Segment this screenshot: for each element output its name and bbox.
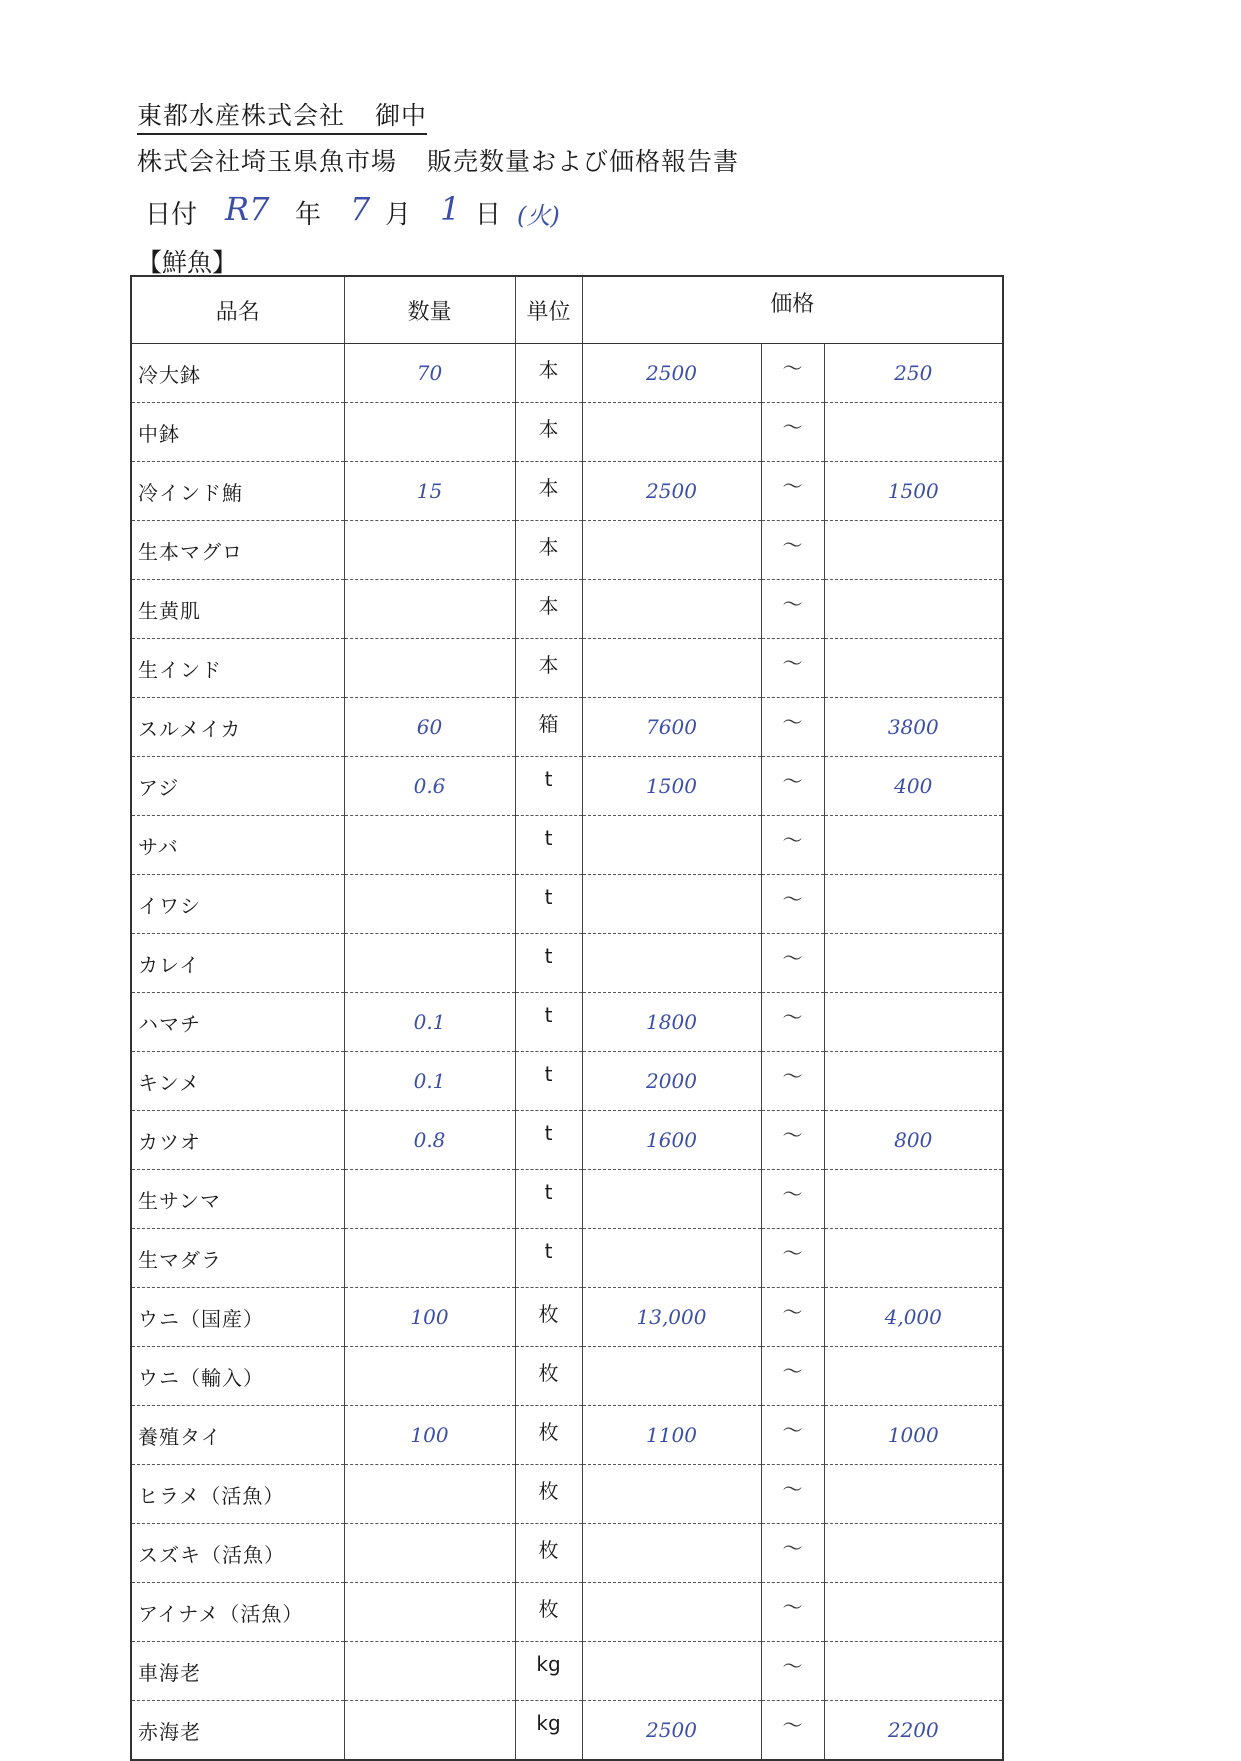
price-range-tilde: ～ xyxy=(761,1701,824,1761)
item-quantity: 0.1 xyxy=(344,1052,515,1111)
item-price-low xyxy=(582,1229,761,1288)
date-day-value: 1 xyxy=(440,190,461,228)
item-unit: t xyxy=(515,1111,582,1170)
item-unit: t xyxy=(515,993,582,1052)
item-quantity: 70 xyxy=(344,344,515,403)
table-row xyxy=(131,521,1003,580)
item-quantity xyxy=(344,580,515,639)
item-quantity xyxy=(344,816,515,875)
item-price-low: 2500 xyxy=(582,462,761,521)
item-price-high: 400 xyxy=(824,757,1003,816)
table-row xyxy=(131,993,1003,1052)
item-unit: t xyxy=(515,1052,582,1111)
item-quantity: 15 xyxy=(344,462,515,521)
item-unit: t xyxy=(515,757,582,816)
item-name: 生サンマ xyxy=(131,1170,344,1229)
item-price-high xyxy=(824,1642,1003,1701)
item-quantity xyxy=(344,934,515,993)
item-quantity: 100 xyxy=(344,1406,515,1465)
item-price-high: 2200 xyxy=(824,1701,1003,1761)
price-range-tilde: ～ xyxy=(761,1642,824,1701)
item-quantity xyxy=(344,875,515,934)
item-unit: t xyxy=(515,934,582,993)
item-name: 冷大鉢 xyxy=(131,344,344,403)
addressee-name: 東都水産株式会社 xyxy=(137,101,346,130)
item-price-high xyxy=(824,934,1003,993)
item-price-low xyxy=(582,639,761,698)
item-price-low: 1100 xyxy=(582,1406,761,1465)
table-row xyxy=(131,403,1003,462)
item-name: ウニ（国産） xyxy=(131,1288,344,1347)
price-range-tilde: ～ xyxy=(761,1524,824,1583)
table-row xyxy=(131,1229,1003,1288)
item-name: アジ xyxy=(131,757,344,816)
item-unit: 枚 xyxy=(515,1524,582,1583)
item-unit: 枚 xyxy=(515,1465,582,1524)
item-price-high: 250 xyxy=(824,344,1003,403)
item-quantity xyxy=(344,1229,515,1288)
item-unit: 枚 xyxy=(515,1288,582,1347)
item-price-high xyxy=(824,875,1003,934)
item-price-low xyxy=(582,875,761,934)
table-row xyxy=(131,934,1003,993)
price-range-tilde: ～ xyxy=(761,1170,824,1229)
item-price-high: 3800 xyxy=(824,698,1003,757)
table-row xyxy=(131,757,1003,816)
item-unit: t xyxy=(515,1229,582,1288)
item-price-low: 2000 xyxy=(582,1052,761,1111)
item-unit: 本 xyxy=(515,521,582,580)
date-year-value: R7 xyxy=(225,190,270,228)
item-price-high xyxy=(824,639,1003,698)
item-unit: t xyxy=(515,875,582,934)
item-unit: kg xyxy=(515,1642,582,1701)
item-unit: 箱 xyxy=(515,698,582,757)
price-range-tilde: ～ xyxy=(761,462,824,521)
table-row xyxy=(131,639,1003,698)
item-unit: kg xyxy=(515,1701,582,1761)
header-unit: 単位 xyxy=(515,276,582,344)
price-range-tilde: ～ xyxy=(761,639,824,698)
price-range-tilde: ～ xyxy=(761,1052,824,1111)
header-quantity: 数量 xyxy=(344,276,515,344)
date-year-unit: 年 xyxy=(295,200,322,230)
item-price-high: 1000 xyxy=(824,1406,1003,1465)
price-range-tilde: ～ xyxy=(761,1229,824,1288)
item-price-low xyxy=(582,1583,761,1642)
item-price-high xyxy=(824,1524,1003,1583)
item-quantity xyxy=(344,1524,515,1583)
report-table xyxy=(130,275,1004,1761)
table-row xyxy=(131,580,1003,639)
date-month-value: 7 xyxy=(350,190,371,228)
item-price-low xyxy=(582,521,761,580)
header-name: 品名 xyxy=(131,276,344,344)
item-price-low: 1800 xyxy=(582,993,761,1052)
item-quantity: 0.1 xyxy=(344,993,515,1052)
item-name: スズキ（活魚） xyxy=(131,1524,344,1583)
item-unit: 枚 xyxy=(515,1583,582,1642)
item-price-high xyxy=(824,1347,1003,1406)
item-unit: 本 xyxy=(515,639,582,698)
table-row xyxy=(131,1052,1003,1111)
item-quantity xyxy=(344,1465,515,1524)
date-day-unit: 日 xyxy=(475,200,502,230)
item-name: 冷インド鮪 xyxy=(131,462,344,521)
table-row xyxy=(131,698,1003,757)
section-label: 【鮮魚】 xyxy=(137,248,238,277)
item-unit: 枚 xyxy=(515,1406,582,1465)
table-row xyxy=(131,875,1003,934)
item-quantity xyxy=(344,1170,515,1229)
item-name: スルメイカ xyxy=(131,698,344,757)
price-range-tilde: ～ xyxy=(761,875,824,934)
item-price-low xyxy=(582,816,761,875)
item-price-low: 1500 xyxy=(582,757,761,816)
table-row xyxy=(131,344,1003,403)
price-range-tilde: ～ xyxy=(761,1347,824,1406)
item-price-low: 2500 xyxy=(582,344,761,403)
price-range-tilde: ～ xyxy=(761,816,824,875)
table-row xyxy=(131,1347,1003,1406)
item-unit: t xyxy=(515,1170,582,1229)
addressee-honorific: 御中 xyxy=(375,101,428,130)
item-price-high xyxy=(824,816,1003,875)
item-quantity xyxy=(344,1347,515,1406)
item-name: 生本マグロ xyxy=(131,521,344,580)
item-name: カレイ xyxy=(131,934,344,993)
item-price-high: 800 xyxy=(824,1111,1003,1170)
item-price-low xyxy=(582,1524,761,1583)
item-price-high xyxy=(824,1465,1003,1524)
item-price-low xyxy=(582,1465,761,1524)
item-quantity: 0.6 xyxy=(344,757,515,816)
item-name: ヒラメ（活魚） xyxy=(131,1465,344,1524)
item-quantity xyxy=(344,639,515,698)
item-price-high xyxy=(824,521,1003,580)
table-row xyxy=(131,1406,1003,1465)
item-price-high xyxy=(824,1229,1003,1288)
item-price-low: 7600 xyxy=(582,698,761,757)
item-price-high: 4,000 xyxy=(824,1288,1003,1347)
price-range-tilde: ～ xyxy=(761,1406,824,1465)
item-quantity xyxy=(344,1701,515,1761)
price-range-tilde: ～ xyxy=(761,993,824,1052)
item-name: イワシ xyxy=(131,875,344,934)
item-price-low xyxy=(582,934,761,993)
item-name: 生マダラ xyxy=(131,1229,344,1288)
price-range-tilde: ～ xyxy=(761,344,824,403)
item-name: キンメ xyxy=(131,1052,344,1111)
table-row xyxy=(131,816,1003,875)
item-price-high xyxy=(824,1170,1003,1229)
item-quantity: 60 xyxy=(344,698,515,757)
table-row xyxy=(131,1701,1003,1761)
item-price-low: 2500 xyxy=(582,1701,761,1761)
item-quantity xyxy=(344,521,515,580)
item-name: カツオ xyxy=(131,1111,344,1170)
date-month-unit: 月 xyxy=(385,200,412,230)
price-range-tilde: ～ xyxy=(761,403,824,462)
table-header-row xyxy=(131,276,1003,344)
item-quantity xyxy=(344,1583,515,1642)
item-price-low xyxy=(582,403,761,462)
table-row xyxy=(131,1465,1003,1524)
item-quantity xyxy=(344,1642,515,1701)
price-range-tilde: ～ xyxy=(761,521,824,580)
price-range-tilde: ～ xyxy=(761,698,824,757)
table-row xyxy=(131,462,1003,521)
item-quantity: 0.8 xyxy=(344,1111,515,1170)
price-range-tilde: ～ xyxy=(761,1111,824,1170)
report-title xyxy=(137,142,739,178)
item-price-low xyxy=(582,1170,761,1229)
header-price: 価格 xyxy=(582,276,1003,344)
item-price-high xyxy=(824,1052,1003,1111)
table-row xyxy=(131,1288,1003,1347)
item-price-high xyxy=(824,1583,1003,1642)
price-range-tilde: ～ xyxy=(761,1288,824,1347)
item-name: 生黄肌 xyxy=(131,580,344,639)
item-price-high xyxy=(824,403,1003,462)
date-label: 日付 xyxy=(145,200,198,230)
item-quantity xyxy=(344,403,515,462)
item-name: ウニ（輸入） xyxy=(131,1347,344,1406)
item-price-low xyxy=(582,1347,761,1406)
item-name: 赤海老 xyxy=(131,1701,344,1761)
item-quantity: 100 xyxy=(344,1288,515,1347)
item-price-low: 1600 xyxy=(582,1111,761,1170)
item-name: 車海老 xyxy=(131,1642,344,1701)
item-price-low xyxy=(582,1642,761,1701)
addressee-line xyxy=(137,96,427,135)
price-range-tilde: ～ xyxy=(761,1583,824,1642)
date-line xyxy=(145,190,645,234)
item-unit: 本 xyxy=(515,403,582,462)
item-name: サバ xyxy=(131,816,344,875)
item-name: 生インド xyxy=(131,639,344,698)
price-range-tilde: ～ xyxy=(761,580,824,639)
item-price-low xyxy=(582,580,761,639)
table-row xyxy=(131,1111,1003,1170)
item-name: 養殖タイ xyxy=(131,1406,344,1465)
item-price-high: 1500 xyxy=(824,462,1003,521)
item-name: ハマチ xyxy=(131,993,344,1052)
sender-name: 株式会社埼玉県魚市場 xyxy=(137,147,398,176)
price-range-tilde: ～ xyxy=(761,757,824,816)
item-unit: 枚 xyxy=(515,1347,582,1406)
title-main: 販売数量および価格報告書 xyxy=(427,147,740,176)
date-weekday: (火) xyxy=(517,202,560,230)
item-name: 中鉢 xyxy=(131,403,344,462)
item-name: アイナメ（活魚） xyxy=(131,1583,344,1642)
item-unit: 本 xyxy=(515,580,582,639)
price-range-tilde: ～ xyxy=(761,934,824,993)
item-price-high xyxy=(824,993,1003,1052)
item-unit: 本 xyxy=(515,344,582,403)
item-unit: t xyxy=(515,816,582,875)
table-row xyxy=(131,1642,1003,1701)
table-row xyxy=(131,1170,1003,1229)
table-row xyxy=(131,1524,1003,1583)
item-price-high xyxy=(824,580,1003,639)
item-unit: 本 xyxy=(515,462,582,521)
table-row xyxy=(131,1583,1003,1642)
price-range-tilde: ～ xyxy=(761,1465,824,1524)
item-price-low: 13,000 xyxy=(582,1288,761,1347)
